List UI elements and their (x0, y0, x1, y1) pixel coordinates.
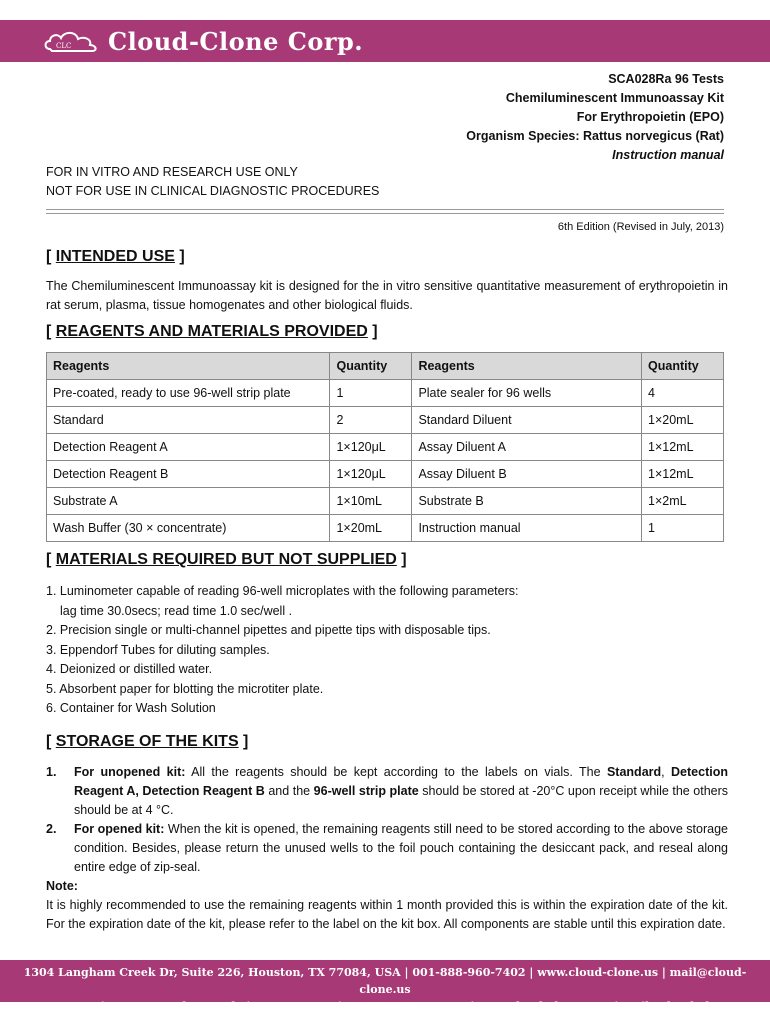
table-cell: 1×2mL (642, 488, 724, 515)
table-cell: 1×120μL (330, 434, 412, 461)
item-text: For opened kit: When the kit is opened, the remaining reagents still need to be stored according to the above storage condition. Besides, please return the unused wells to the foil pouch containing the desiccant pack, and reseal along entire edge of zip-seal. (74, 822, 728, 874)
intended-use-text: The Chemiluminescent Immunoassay kit is designed for the in vitro sensitive quantitative measurement of erythropoietin in rat serum, plasma, tissue homogenates and other biological fluids. (46, 279, 728, 312)
table-cell: Substrate A (47, 488, 330, 515)
column-header: Quantity (642, 353, 724, 380)
kit-type: Chemiluminescent Immunoassay Kit (505, 91, 724, 105)
table-cell: 1×20mL (330, 515, 412, 542)
reagents-table (46, 352, 724, 542)
table-cell: Pre-coated, ready to use 96-well strip plate (47, 380, 330, 407)
use-notices (46, 163, 379, 201)
note-text: It is highly recommended to use the remaining reagents within 1 month provided this is within the expiration date of the kit. For the expiration date of the kit, please refer to the label on the kit box. All components are stable until this expiration date. (46, 898, 728, 931)
table-cell: 4 (642, 380, 724, 407)
edition-label: 6th Edition (Revised in July, 2013) (557, 221, 724, 233)
table-cell: Instruction manual (412, 515, 642, 542)
table-cell: 1 (642, 515, 724, 542)
section-heading-reagents: [ REAGENTS AND MATERIALS PROVIDED ] (46, 323, 378, 340)
list-item: lag time 30.0secs; read time 1.0 sec/well . (60, 603, 293, 618)
table-cell: 1×12mL (642, 434, 724, 461)
footer (0, 960, 770, 1013)
table-cell: Plate sealer for 96 wells (412, 380, 642, 407)
item-number: 2. (46, 822, 57, 836)
table-cell: Detection Reagent A (47, 434, 330, 461)
table-row (47, 515, 724, 542)
kit-target: For Erythropoietin (EPO) (576, 110, 724, 124)
table-row (47, 407, 724, 434)
table-cell: 1×20mL (642, 407, 724, 434)
list-item: 1. Luminometer capable of reading 96-well microplates with the following parameters: (46, 584, 519, 598)
cloud-logo-icon (42, 27, 104, 55)
list-item: 2. Precision single or multi-channel pipettes and pipette tips with disposable tips. (46, 623, 491, 637)
catalog-number: SCA028Ra 96 Tests (608, 72, 724, 86)
brand-name: Cloud-Clone Corp. (108, 26, 364, 56)
list-item: 5. Absorbent paper for blotting the microtiter plate. (46, 681, 324, 696)
list-item: 4. Deionized or distilled water. (46, 662, 213, 676)
list-item: 3. Eppendorf Tubes for diluting samples. (46, 642, 270, 657)
document-meta (466, 70, 724, 165)
notice-clinical: NOT FOR USE IN CLINICAL DIAGNOSTIC PROCEDURES (46, 184, 380, 198)
table-cell: 1×12mL (642, 461, 724, 488)
storage-item-opened (46, 820, 728, 877)
table-header-row (47, 353, 724, 380)
table-cell: Assay Diluent A (412, 434, 642, 461)
company-logo (42, 25, 363, 57)
organism-species: Organism Species: Rattus norvegicus (Rat) (466, 129, 724, 143)
column-header: Reagents (47, 353, 330, 380)
column-header: Quantity (330, 353, 412, 380)
table-cell: Wash Buffer (30 × concentrate) (47, 515, 330, 542)
table-cell: 1 (330, 380, 412, 407)
item-number: 1. (46, 765, 57, 779)
table-cell: 1×10mL (330, 488, 412, 515)
table-cell: 1×120μL (330, 461, 412, 488)
table-cell: Assay Diluent B (412, 461, 642, 488)
table-cell: Detection Reagent B (47, 461, 330, 488)
manual-label: Instruction manual (612, 148, 724, 162)
table-cell: Standard (47, 407, 330, 434)
storage-section (46, 763, 728, 934)
table-row (47, 380, 724, 407)
table-cell: Standard Diluent (412, 407, 642, 434)
table-cell: 2 (330, 407, 412, 434)
footer-address-prc: Export Processing Zone, Wuhan, Hubei 430056, PRC | 0086-800-880-0687 | www.cloud-clone.com | mail@cloud-clone.com (8, 1000, 762, 1013)
section-heading-intended-use: [ INTENDED USE ] (46, 248, 185, 265)
footer-address-us: 1304 Langham Creek Dr, Suite 226, Houston, TX 77084, USA | 001-888-960-7402 | www.cloud-clone.us | mail@cloud-clone.us (23, 966, 747, 996)
section-heading-materials: [ MATERIALS REQUIRED BUT NOT SUPPLIED ] (46, 551, 407, 568)
divider (46, 209, 724, 214)
table-row (47, 434, 724, 461)
column-header: Reagents (412, 353, 642, 380)
storage-item-unopened (46, 763, 728, 820)
table-row (47, 488, 724, 515)
list-item: 6. Container for Wash Solution (46, 701, 216, 715)
table-cell: Substrate B (412, 488, 642, 515)
item-text: For unopened kit: All the reagents should be kept according to the labels on vials. The Standard, Detection Reagent A, Detection Reagent B and the 96-well strip plate should be stored at -20°C upon receipt while the others should be at 4 °C. (74, 765, 729, 817)
materials-list (46, 582, 736, 719)
svg-text:CLC: CLC (56, 42, 72, 50)
note-label: Note: (46, 879, 78, 893)
notice-research: FOR IN VITRO AND RESEARCH USE ONLY (46, 165, 298, 179)
table-row (47, 461, 724, 488)
section-heading-storage: [ STORAGE OF THE KITS ] (46, 733, 249, 750)
